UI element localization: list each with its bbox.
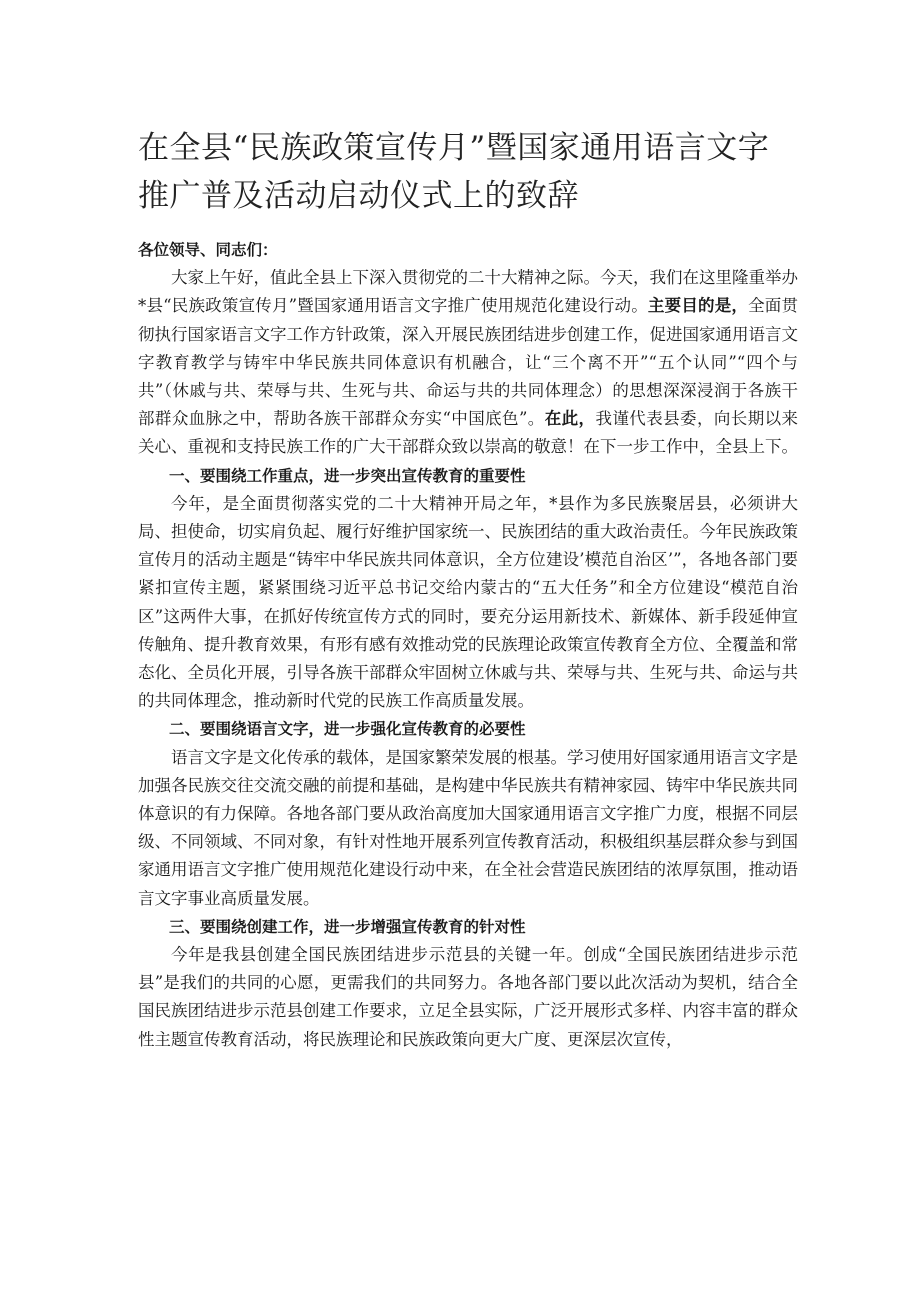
section-heading-1: 一、要围绕工作重点，进一步突出宣传教育的重要性 [169,466,526,485]
document-body [138,236,798,1054]
document-title: 在全县“民族政策宣传月”暨国家通用语言文字推广普及活动启动仪式上的致辞 [138,130,770,214]
intro-text-3: 我谨代表县委，向长期以来关心、重视和支持民族工作的广大干部群众致以崇高的敬意！在下一步工作中，全县上下。 [138,409,799,457]
intro-paragraph [138,264,798,461]
intro-text-1: 大家上午好，值此全县上下深入贯彻党的二十大精神之际。今天，我们在这里隆重举办*县“民族政策宣传月”暨国家通用语言文字推广使用规范化建设行动。 [138,268,798,316]
section-paragraph-3: 今年是我县创建全国民族团结进步示范县的关键一年。创成“全国民族团结进步示范县”是我们的共同的心愿，更需我们的共同努力。各地各部门要以此次活动为契机，结合全国民族团结进步示范县创建工作要求，立足全县实际，广泛开展形式多样、内容丰富的群众性主题宣传教育活动，将民族理论和民族政策向更大广度、更深层次宣传， [138,945,798,1049]
salutation: 各位领导、同志们： [138,241,278,259]
section-paragraph-2: 语言文字是文化传承的载体，是国家繁荣发展的根基。学习使用好国家通用语言文字是加强各民族交往交流交融的前提和基础，是构建中华民族共有精神家园、铸牢中华民族共同体意识的有力保障。各地各部门要从政治高度加大国家通用语言文字推广力度，根据不同层级、不同领域、不同对象，有针对性地开展系列宣传教育活动，积极组织基层群众参与到国家通用语言文字推广使用规范化建设行动中来，在全社会营造民族团结的浓厚氛围，推动语言文字事业高质量发展。 [138,747,798,908]
section-paragraph-1: 今年，是全面贯彻落实党的二十大精神开局之年，*县作为多民族聚居县，必须讲大局、担使命，切实肩负起、履行好维护国家统一、民族团结的重大政治责任。今年民族政策宣传月的活动主题是“铸牢中华民族共同体意识，全方位建设’模范自治区’”，各地各部门要紧扣宣传主题，紧紧围绕习近平总书记交给内蒙古的“五大任务”和全方位建设“模范自治区”这两件大事，在抓好传统宣传方式的同时，要充分运用新技术、新媒体、新手段延伸宣传触角、提升教育效果，有形有感有效推动党的民族理论政策宣传教育全方位、全覆盖和常态化、全员化开展，引导各族干部群众牢固树立休戚与共、荣辱与共、生死与共、命运与共的共同体理念，推动新时代党的民族工作高质量发展。 [138,493,798,711]
intro-bold-here: 在此， [544,409,596,429]
intro-text-2: 全面贯彻执行国家语言文字工作方针政策，深入开展民族团结进步创建工作，促进国家通用语言文字教育教学与铸牢中华民族共同体意识有机融合，让“三个离不开”“五个认同”“四个与共”（休戚与共、荣辱与共、生死与共、命运与共的共同体理念）的思想深深浸润于各族干部群众血脉之中，帮助各族干部群众夯实“中国底色”。 [138,296,799,429]
section-heading-3: 三、要围绕创建工作，进一步增强宣传教育的针对性 [169,917,526,936]
intro-bold-purpose: 主要目的是， [647,296,749,316]
section-heading-2: 二、要围绕语言文字，进一步强化宣传教育的必要性 [169,720,526,739]
